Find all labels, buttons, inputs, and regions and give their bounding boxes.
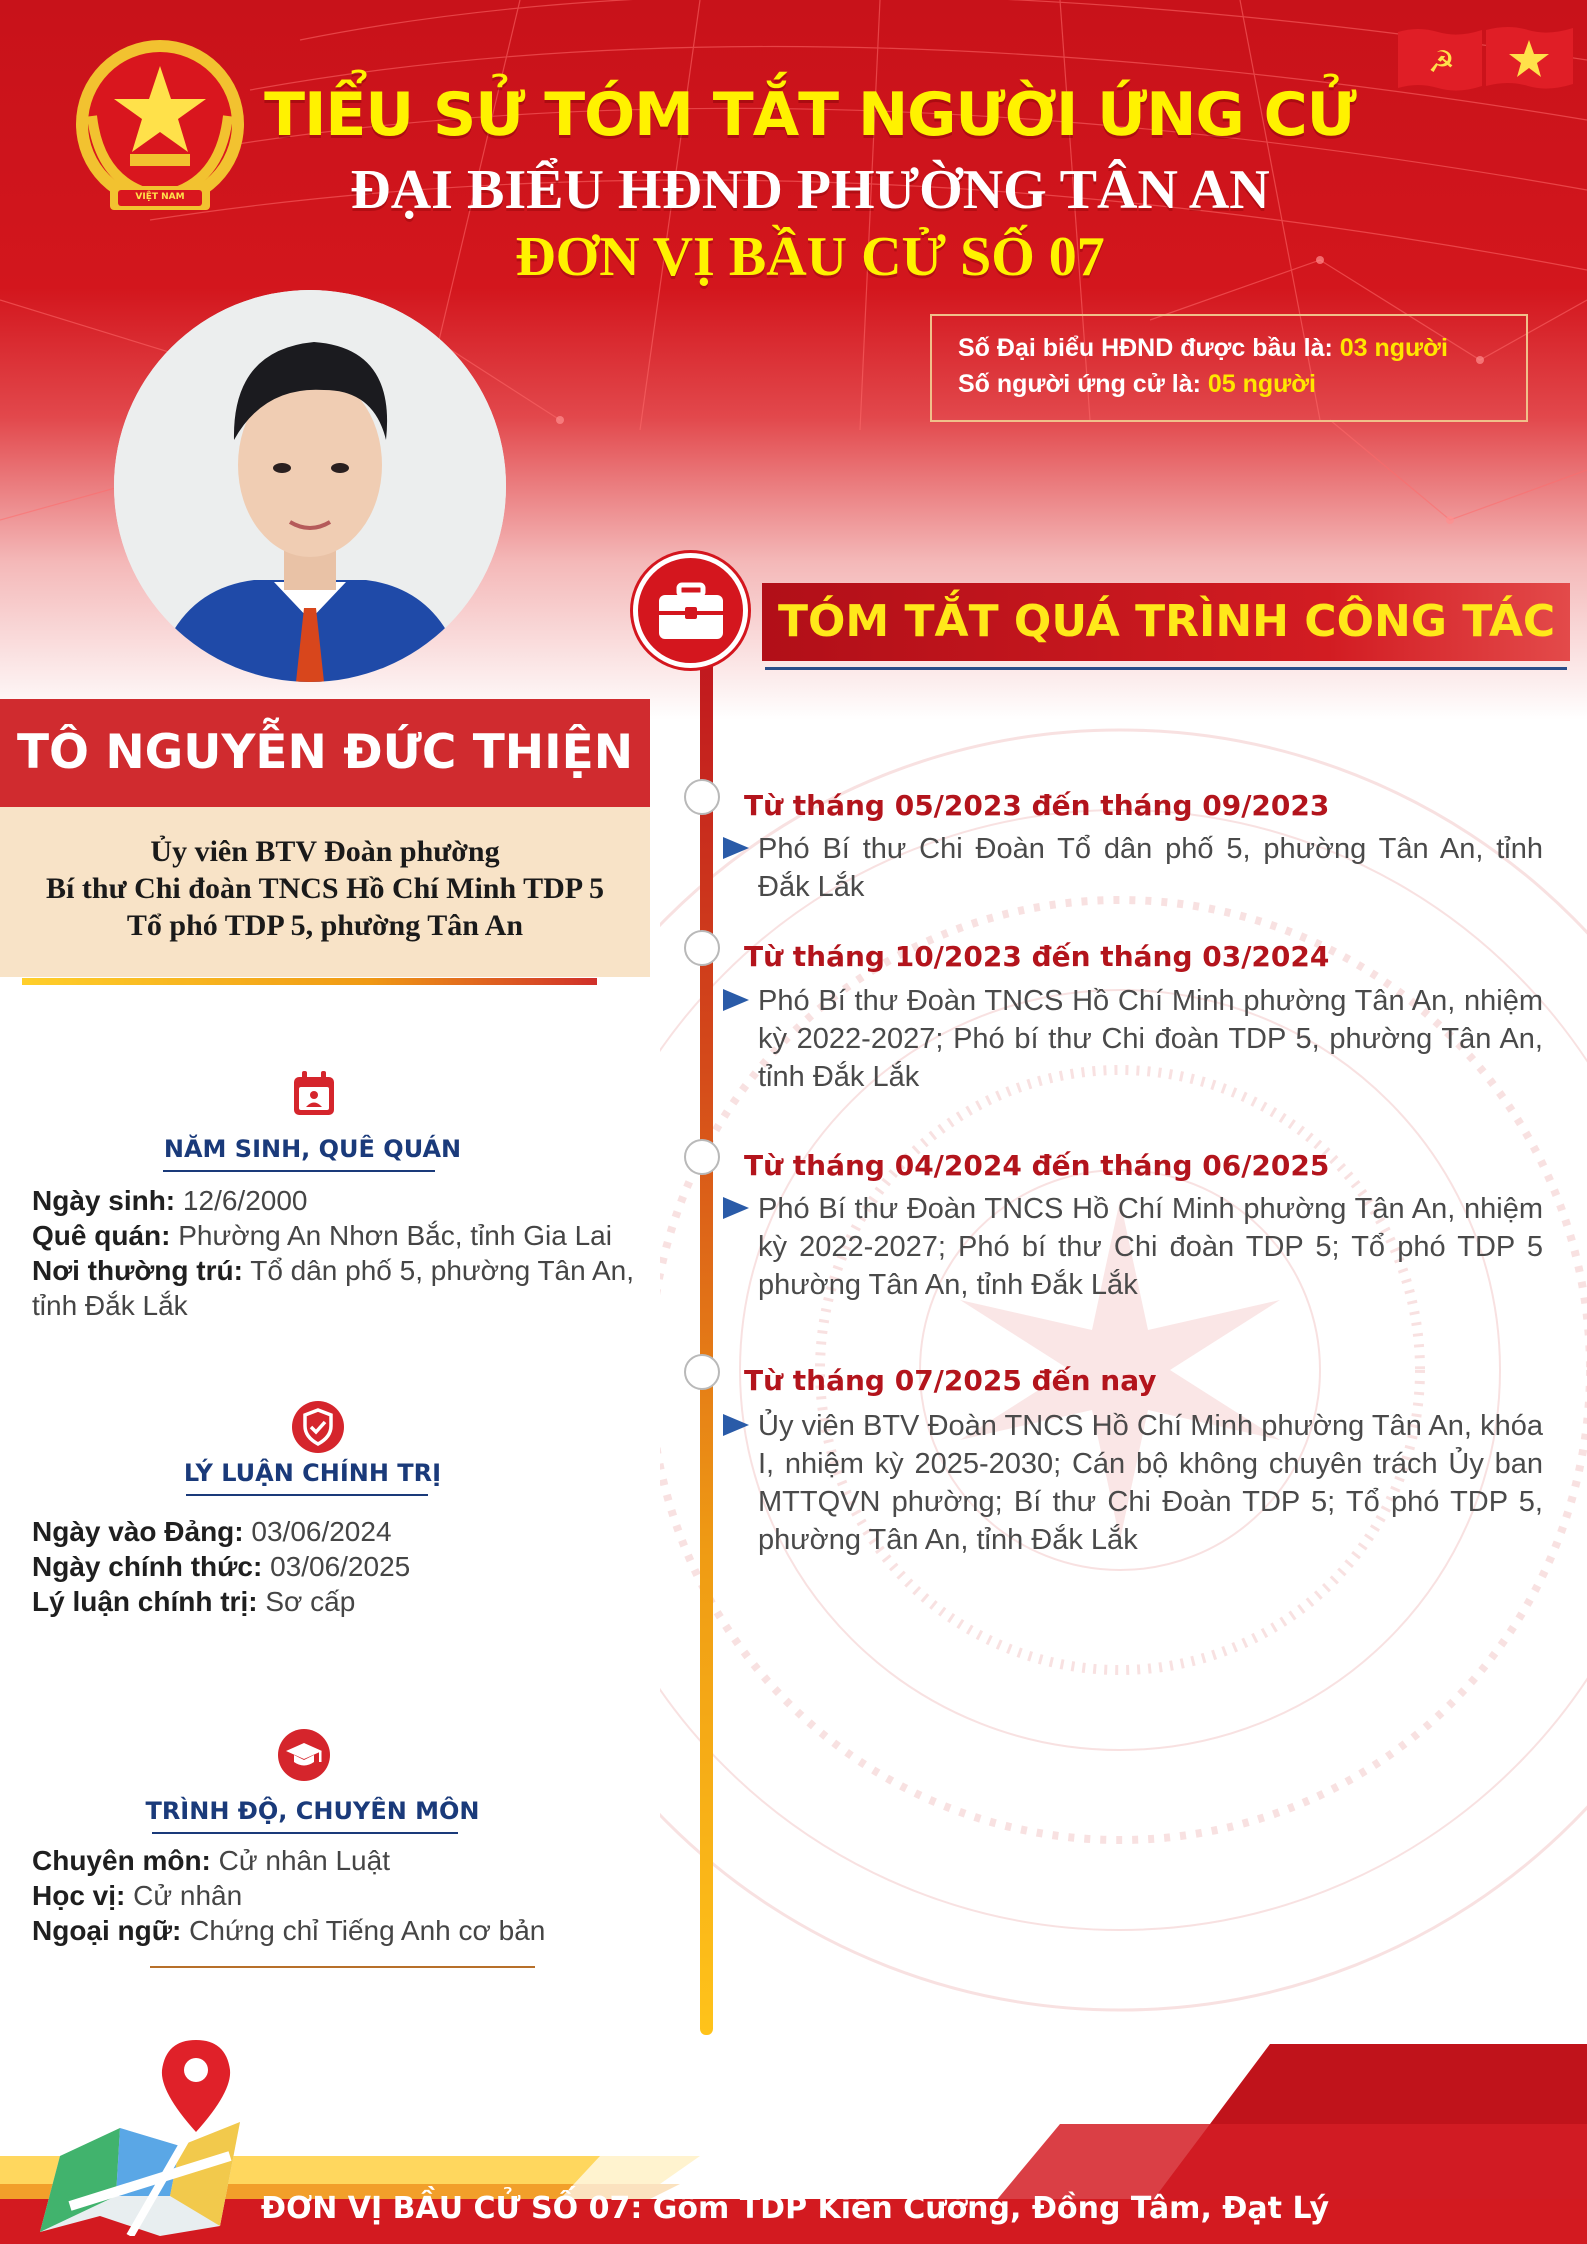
politics-section-title: LÝ LUẬN CHÍNH TRỊ <box>183 1459 442 1487</box>
field-value: 03/06/2024 <box>243 1516 392 1547</box>
role-line: Bí thư Chi đoàn TNCS Hồ Chí Minh TDP 5 <box>46 872 604 905</box>
field-label: Lý luận chính trị: <box>32 1586 258 1617</box>
svg-text:☭: ☭ <box>1428 45 1455 80</box>
shield-check-icon <box>292 1401 344 1453</box>
timeline-title-rule <box>765 667 1567 670</box>
residence-row <box>32 1253 642 1323</box>
field-label: Ngày sinh: <box>32 1185 176 1216</box>
timeline-period: Từ tháng 05/2023 đến tháng 09/2023 <box>744 789 1330 822</box>
field-value: Phường An Nhơn Bắc, tỉnh Gia Lai <box>170 1220 612 1251</box>
page-subtitle: ĐẠI BIỂU HĐND PHƯỜNG TÂN AN <box>350 159 1270 221</box>
birth-section-rule <box>163 1170 435 1172</box>
field-label: Nơi thường trú: <box>32 1255 243 1286</box>
field-value: Sơ cấp <box>257 1586 356 1617</box>
education-section-title: TRÌNH ĐỘ, CHUYÊN MÔN <box>145 1797 480 1825</box>
field-label: Chuyên môn: <box>32 1845 211 1876</box>
timeline-dot <box>684 1139 720 1175</box>
candidates-line <box>958 366 1526 402</box>
candidate-roles <box>0 807 650 977</box>
timeline-description: Phó Bí thư Đoàn TNCS Hồ Chí Minh phường Tân An, nhiệm kỳ 2022-2027; Phó bí thư Chi đoàn TDP 5, phường Tân An, tỉnh Đắk Lắk <box>758 985 1543 1093</box>
national-flag <box>1486 27 1573 89</box>
role-underline <box>22 978 597 985</box>
briefcase-icon <box>633 553 748 668</box>
party-flag <box>1398 29 1482 91</box>
role-line: Tổ phó TDP 5, phường Tân An <box>126 909 524 942</box>
calendar-user-icon <box>288 1068 340 1120</box>
election-unit-footer: ĐƠN VỊ BẦU CỬ SỐ 07: Gồm TDP Kiên Cường, Đồng Tâm, Đạt Lý <box>260 2191 1330 2226</box>
field-value: Cử nhân Luật <box>210 1845 390 1876</box>
timeline-description: Ủy viên BTV Đoàn TNCS Hồ Chí Minh phường Tân An, khóa I, nhiệm kỳ 2025-2030; Cán bộ không chuyên trách Ủy ban MTTQVN phường; Bí thư Chi Đoàn TDP 5; Tổ phó TDP 5, phường Tân An, tỉnh Đắk Lắk <box>758 1410 1543 1556</box>
section-end-rule <box>150 1966 535 1968</box>
delegates-line <box>958 330 1526 366</box>
candidate-name: TÔ NGUYỄN ĐỨC THIỆN <box>0 699 650 807</box>
role-line: Ủy viên BTV Đoàn phường <box>150 835 500 868</box>
degree-row <box>32 1878 642 1913</box>
flags <box>1398 26 1573 96</box>
timeline-description: Phó Bí thư Chi Đoàn Tổ dân phố 5, phường Tân An, tỉnh Đắk Lắk <box>758 833 1543 903</box>
politics-section-rule <box>186 1494 428 1496</box>
graduation-cap-icon <box>278 1729 330 1781</box>
page-title: TIỂU SỬ TÓM TẮT NGƯỜI ỨNG CỬ <box>264 80 1356 150</box>
field-label: Học vị: <box>32 1880 126 1911</box>
hometown-row <box>32 1218 642 1253</box>
candidates-value: 05 người <box>1207 370 1316 398</box>
field-label: Ngày vào Đảng: <box>32 1516 244 1547</box>
official-date-row <box>32 1549 642 1584</box>
timeline-period: Từ tháng 07/2025 đến nay <box>744 1364 1157 1397</box>
map-pin-icon <box>40 2036 270 2236</box>
delegates-value: 03 người <box>1339 334 1448 362</box>
field-value: Cử nhân <box>125 1880 243 1911</box>
birth-section-title: NĂM SINH, QUÊ QUÁN <box>163 1135 462 1163</box>
election-stats-box <box>930 314 1528 422</box>
timeline-period: Từ tháng 04/2024 đến tháng 06/2025 <box>744 1149 1330 1182</box>
candidate-portrait <box>114 290 506 682</box>
field-value: 12/6/2000 <box>175 1185 308 1216</box>
field-value: 03/06/2025 <box>262 1551 411 1582</box>
language-row <box>32 1913 642 1948</box>
arrow-right-icon <box>723 1197 749 1219</box>
field-value: Chứng chỉ Tiếng Anh cơ bản <box>181 1915 546 1946</box>
major-row <box>32 1843 642 1878</box>
education-section-rule <box>152 1832 458 1834</box>
arrow-right-icon <box>723 1414 749 1436</box>
portrait-illustration <box>114 290 506 682</box>
field-label: Ngày chính thức: <box>32 1551 263 1582</box>
timeline-period: Từ tháng 10/2023 đến tháng 03/2024 <box>744 940 1330 973</box>
election-unit-title: ĐƠN VỊ BẦU CỬ SỐ 07 <box>515 226 1105 288</box>
birth-date-row <box>32 1183 642 1218</box>
timeline-line <box>700 650 713 2035</box>
candidates-label: Số người ứng cử là: <box>958 370 1208 398</box>
timeline-dot <box>684 930 720 966</box>
timeline-description: Phó Bí thư Đoàn TNCS Hồ Chí Minh phường Tân An, nhiệm kỳ 2022-2027; Phó bí thư Chi đoàn TDP 5; Tổ phó TDP 5 phường Tân An, tỉnh Đắk Lắk <box>758 1193 1543 1301</box>
politics-section-body <box>32 1514 642 1619</box>
emblem-text: VIỆT NAM <box>135 192 185 202</box>
education-section-body <box>32 1843 642 1948</box>
delegates-label: Số Đại biểu HĐND được bầu là: <box>958 334 1340 362</box>
timeline-dot <box>684 1354 720 1390</box>
field-label: Quê quán: <box>32 1220 171 1251</box>
timeline-dot <box>684 779 720 815</box>
arrow-right-icon <box>723 837 749 859</box>
arrow-right-icon <box>723 989 749 1011</box>
party-join-row <box>32 1514 642 1549</box>
field-value: Tổ dân phố 5, phường Tân An, tỉnh Đắk Lắk <box>32 1255 634 1321</box>
field-label: Ngoại ngữ: <box>32 1915 182 1946</box>
timeline-title: TÓM TẮT QUÁ TRÌNH CÔNG TÁC <box>762 583 1570 661</box>
political-theory-row <box>32 1584 642 1619</box>
birth-section-body <box>32 1183 642 1323</box>
